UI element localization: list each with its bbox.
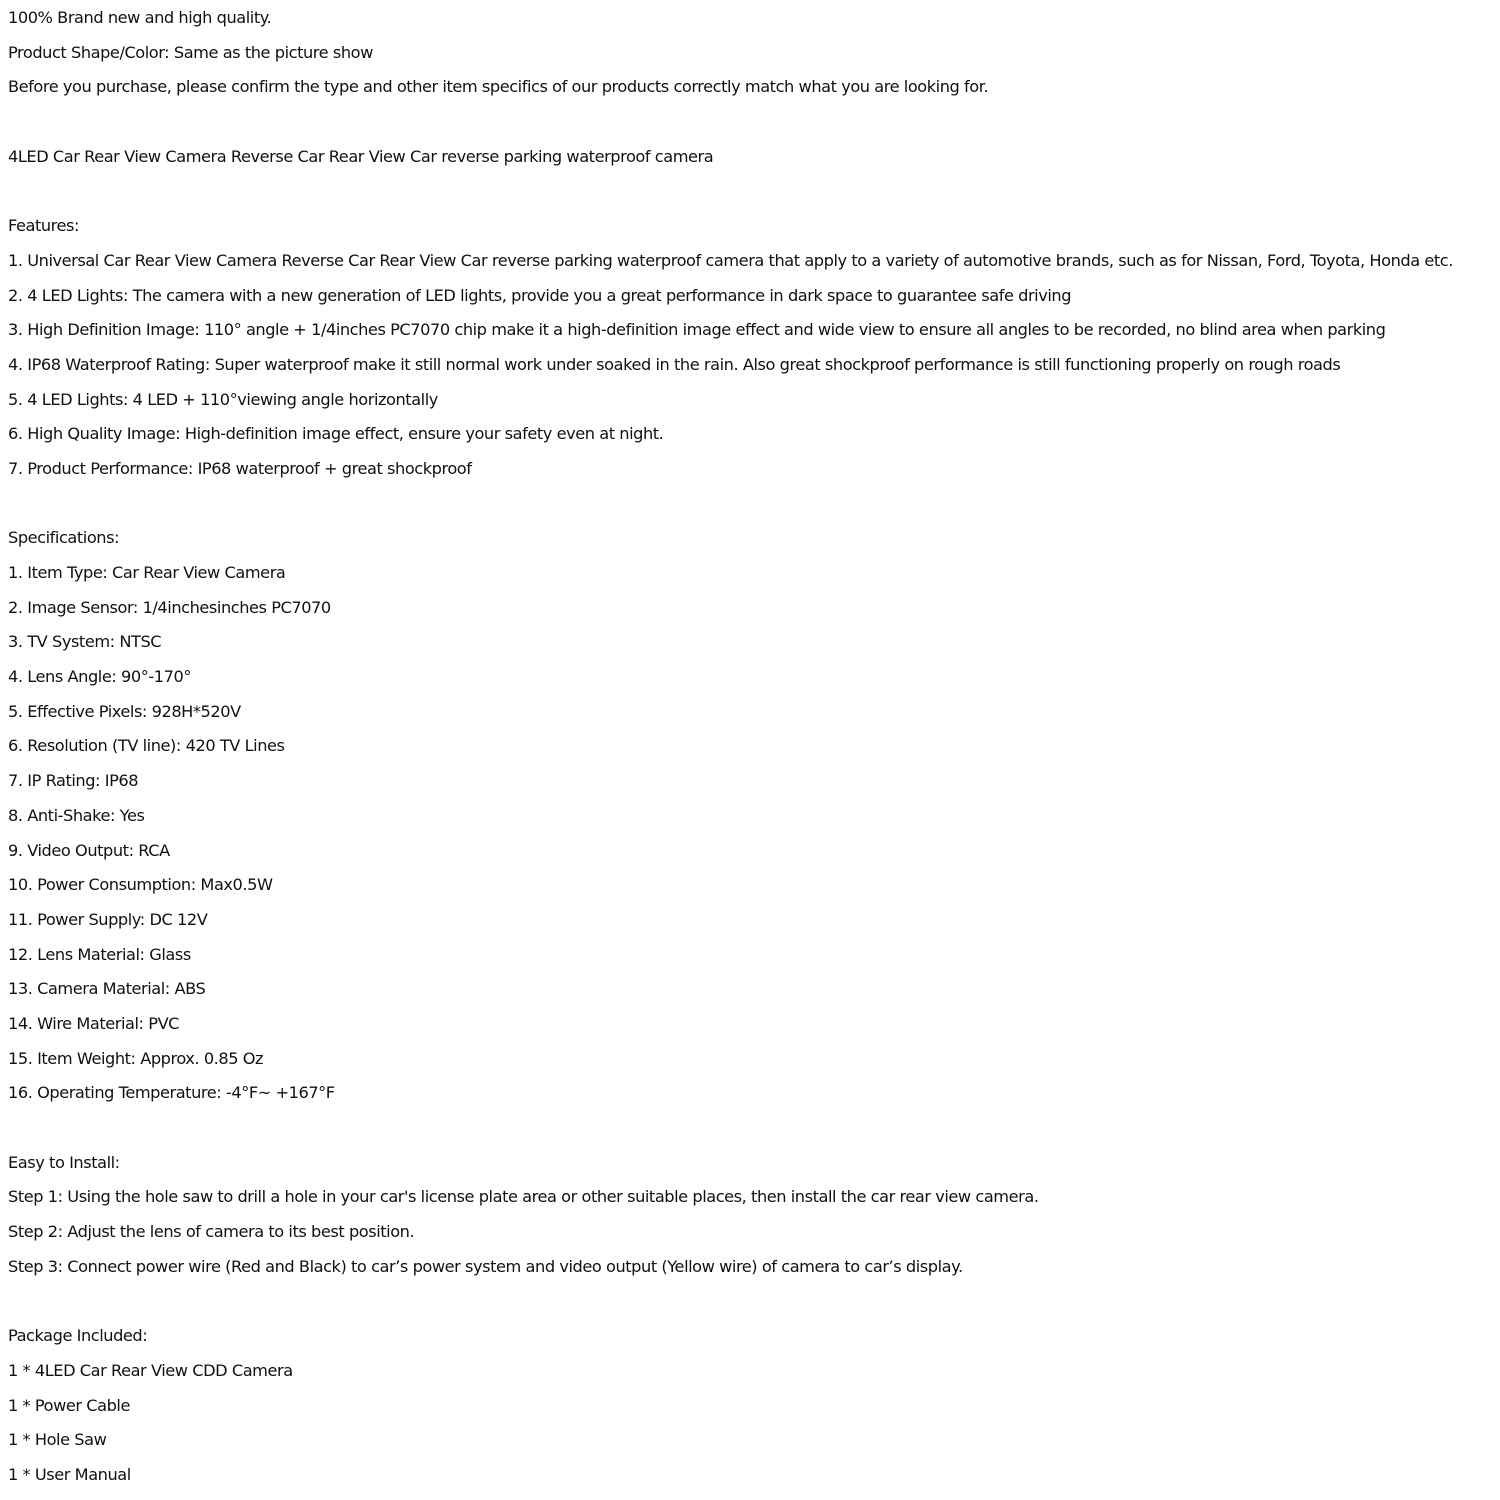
- blank-line: [8, 1290, 1496, 1325]
- spec-item: 12. Lens Material: Glass: [8, 944, 191, 964]
- features-heading: Features:: [8, 216, 80, 236]
- install-heading: Easy to Install:: [8, 1152, 120, 1172]
- feature-item: 3. High Definition Image: 110° angle + 1/4inches PC7070 chip make it a high-definition image effect and wide view to ensure all angles to be recorded, no blind area when parking: [8, 320, 1386, 340]
- package-item: 1 * 4LED Car Rear View CDD Camera: [8, 1360, 293, 1380]
- intro-line-shape-color: Product Shape/Color: Same as the picture show: [8, 42, 373, 62]
- spec-item: 13. Camera Material: ABS: [8, 979, 206, 999]
- spec-item: 9. Video Output: RCA: [8, 840, 170, 860]
- feature-item: 2. 4 LED Lights: The camera with a new generation of LED lights, provide you a great performance in dark space to guarantee safe driving: [8, 285, 1072, 305]
- feature-item: 1. Universal Car Rear View Camera Reverse Car Rear View Car reverse parking waterproof camera that apply to a variety of automotive brands, such as for Nissan, Ford, Toyota, Honda etc.: [8, 250, 1453, 270]
- spec-item: 3. TV System: NTSC: [8, 632, 162, 652]
- package-heading: Package Included:: [8, 1326, 148, 1346]
- blank-line: [8, 493, 1496, 528]
- specifications-heading: Specifications:: [8, 528, 120, 548]
- product-description: [8, 7, 1496, 1499]
- spec-item: 11. Power Supply: DC 12V: [8, 909, 208, 929]
- feature-item: 5. 4 LED Lights: 4 LED + 110°viewing angle horizontally: [8, 389, 438, 409]
- install-step: Step 3: Connect power wire (Red and Black) to car’s power system and video output (Yellow wire) of camera to car’s display.: [8, 1256, 963, 1276]
- blank-line: [8, 1117, 1496, 1152]
- feature-item: 6. High Quality Image: High-definition image effect, ensure your safety even at night.: [8, 424, 664, 444]
- intro-line-purchase-note: Before you purchase, please confirm the type and other item specifics of our products correctly match what you are looking for.: [8, 77, 989, 97]
- spec-item: 2. Image Sensor: 1/4inchesinches PC7070: [8, 597, 331, 617]
- spec-item: 8. Anti-Shake: Yes: [8, 805, 145, 825]
- spec-item: 15. Item Weight: Approx. 0.85 Oz: [8, 1048, 264, 1068]
- blank-line: [8, 111, 1496, 146]
- spec-item: 1. Item Type: Car Rear View Camera: [8, 563, 286, 582]
- spec-item: 4. Lens Angle: 90°-170°: [8, 667, 191, 687]
- spec-item: 7. IP Rating: IP68: [8, 771, 139, 791]
- spec-item: 10. Power Consumption: Max0.5W: [8, 875, 273, 895]
- feature-item: 4. IP68 Waterproof Rating: Super waterproof make it still normal work under soaked in the rain. Also great shockproof performance is still functioning properly on rough roads: [8, 354, 1341, 374]
- spec-item: 6. Resolution (TV line): 420 TV Lines: [8, 736, 285, 756]
- install-step: Step 2: Adjust the lens of camera to its best position.: [8, 1222, 415, 1242]
- spec-item: 14. Wire Material: PVC: [8, 1013, 180, 1033]
- install-step: Step 1: Using the hole saw to drill a hole in your car's license plate area or other suitable places, then install the car rear view camera.: [8, 1187, 1039, 1207]
- blank-line: [8, 180, 1496, 215]
- package-item: 1 * Power Cable: [8, 1395, 130, 1415]
- package-item: 1 * User Manual: [8, 1464, 131, 1484]
- product-title: 4LED Car Rear View Camera Reverse Car Rear View Car reverse parking waterproof camera: [8, 146, 714, 166]
- intro-line-quality: 100% Brand new and high quality.: [8, 8, 272, 27]
- package-item: 1 * Hole Saw: [8, 1430, 107, 1450]
- spec-item: 5. Effective Pixels: 928H*520V: [8, 701, 241, 721]
- feature-item: 7. Product Performance: IP68 waterproof + great shockproof: [8, 458, 472, 478]
- spec-item: 16. Operating Temperature: -4°F~ +167°F: [8, 1083, 335, 1103]
